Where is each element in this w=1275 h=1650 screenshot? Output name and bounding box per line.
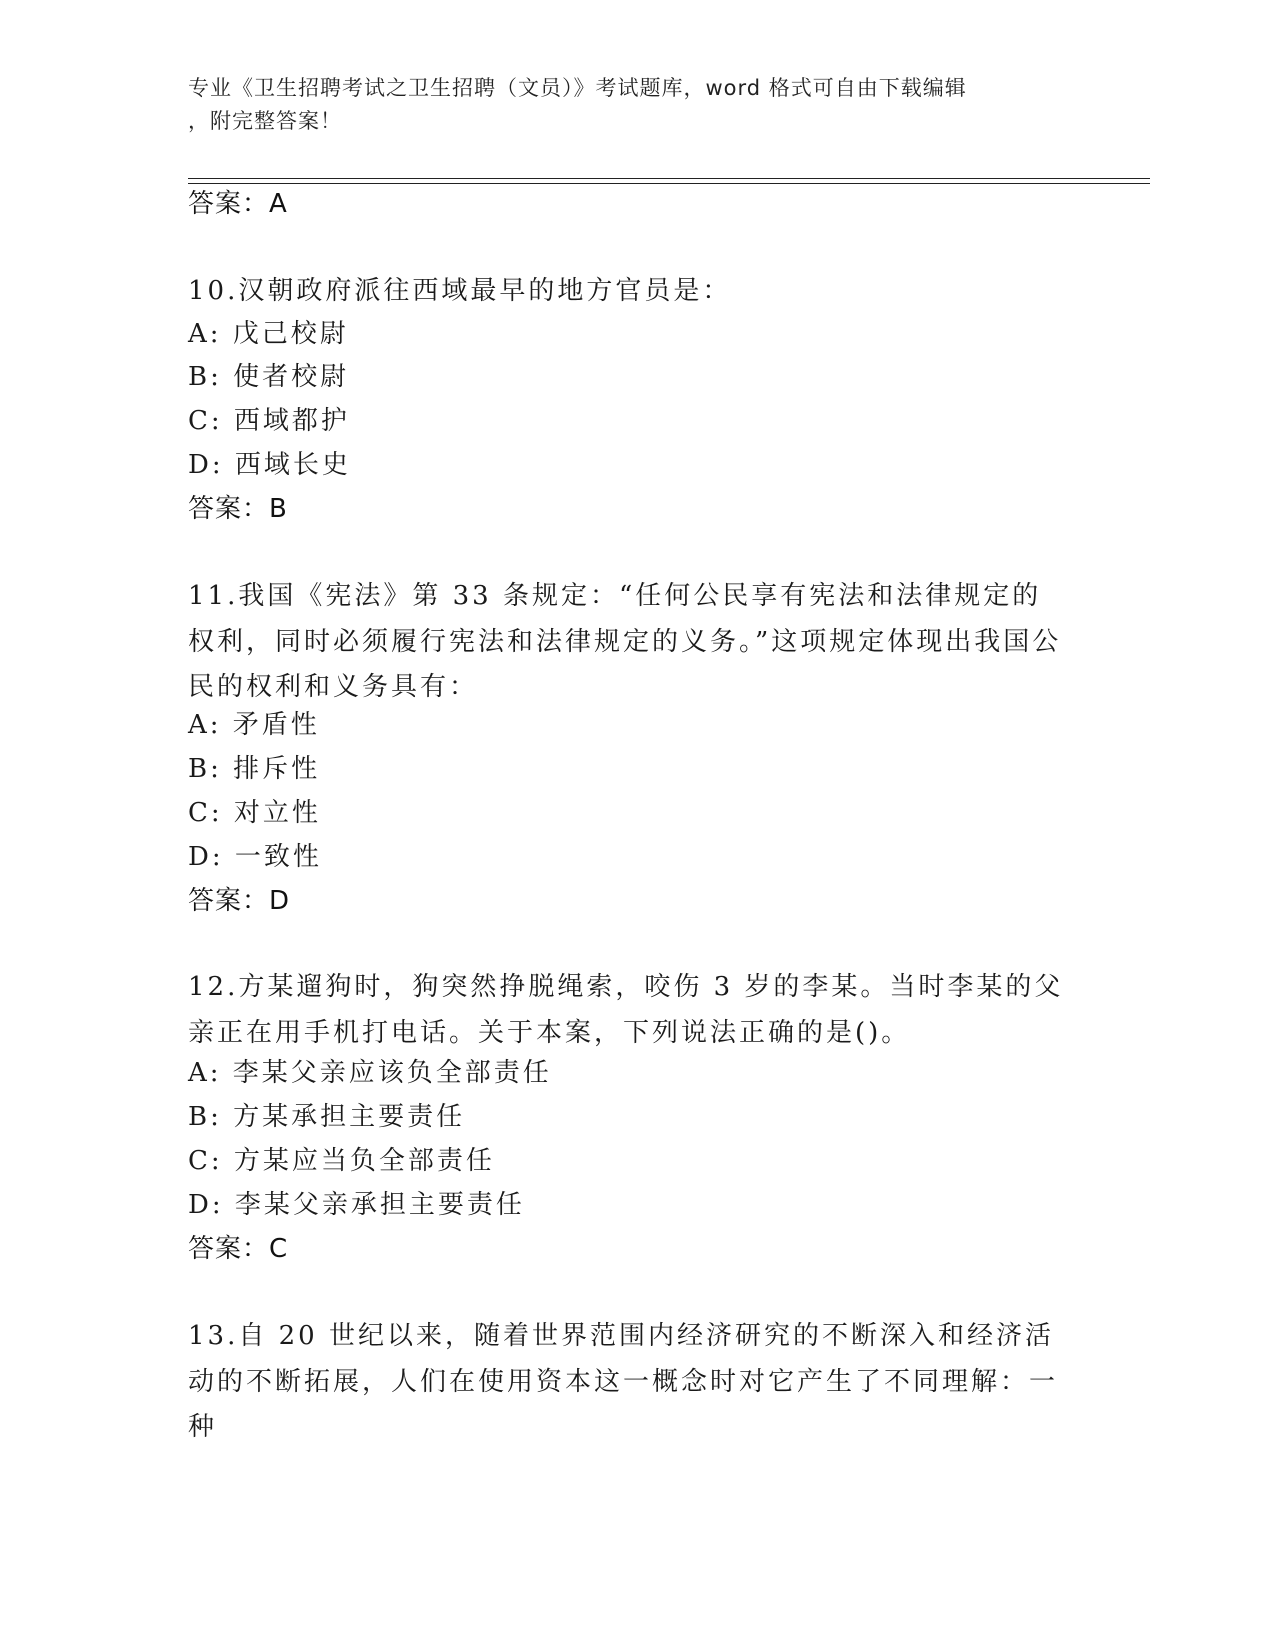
question-12-option-d: D: 李某父亲承担主要责任 [188,1190,525,1220]
question-10-option-b: B: 使者校尉 [188,362,350,392]
question-13-stem: 13.自 20 世纪以来，随着世界范围内经济研究的不断深入和经济活动的不断拓展，人们在使用资本这一概念时对它产生了不同理解：一种 [188,1321,1059,1442]
question-11-option-d: D: 一致性 [188,842,322,872]
header-divider-top [188,178,1150,179]
answer-prev: 答案：A [188,189,288,219]
question-11-option-c: C: 对立性 [188,798,321,828]
question-11-option-b: B: 排斥性 [188,754,321,784]
question-10-option-a: A: 戊己校尉 [188,319,349,349]
document-header [188,72,1068,138]
header-divider-bottom [188,183,1150,184]
answer-10: 答案：B [188,494,288,524]
question-10-stem: 10.汉朝政府派往西域最早的地方官员是： [188,276,732,306]
header-line-1: 专业《卫生招聘考试之卫生招聘（文员）》考试题库，word 格式可自由下载编辑 [188,76,967,100]
question-12-option-b: B: 方某承担主要责任 [188,1102,466,1132]
question-12-option-c: C: 方某应当负全部责任 [188,1146,495,1176]
question-12-option-a: A: 李某父亲应该负全部责任 [188,1058,552,1088]
answer-12: 答案：C [188,1234,289,1264]
question-11-option-a: A: 矛盾性 [188,710,320,740]
question-12-stem: 12.方某遛狗时，狗突然挣脱绳索，咬伤 3 岁的李某。当时李某的父亲正在用手机打电话。关于本案，下列说法正确的是()。 [188,972,1064,1048]
header-line-2: ，附完整答案！ [188,109,342,133]
question-10-option-d: D: 西域长史 [188,450,351,480]
answer-11: 答案：D [188,886,291,916]
question-11-stem: 11.我国《宪法》第 33 条规定：“任何公民享有宪法和法律规定的权利，同时必须履行宪法和法律规定的义务。”这项规定体现出我国公民的权利和义务具有： [188,581,1062,702]
question-10-option-c: C: 西域都护 [188,406,350,436]
